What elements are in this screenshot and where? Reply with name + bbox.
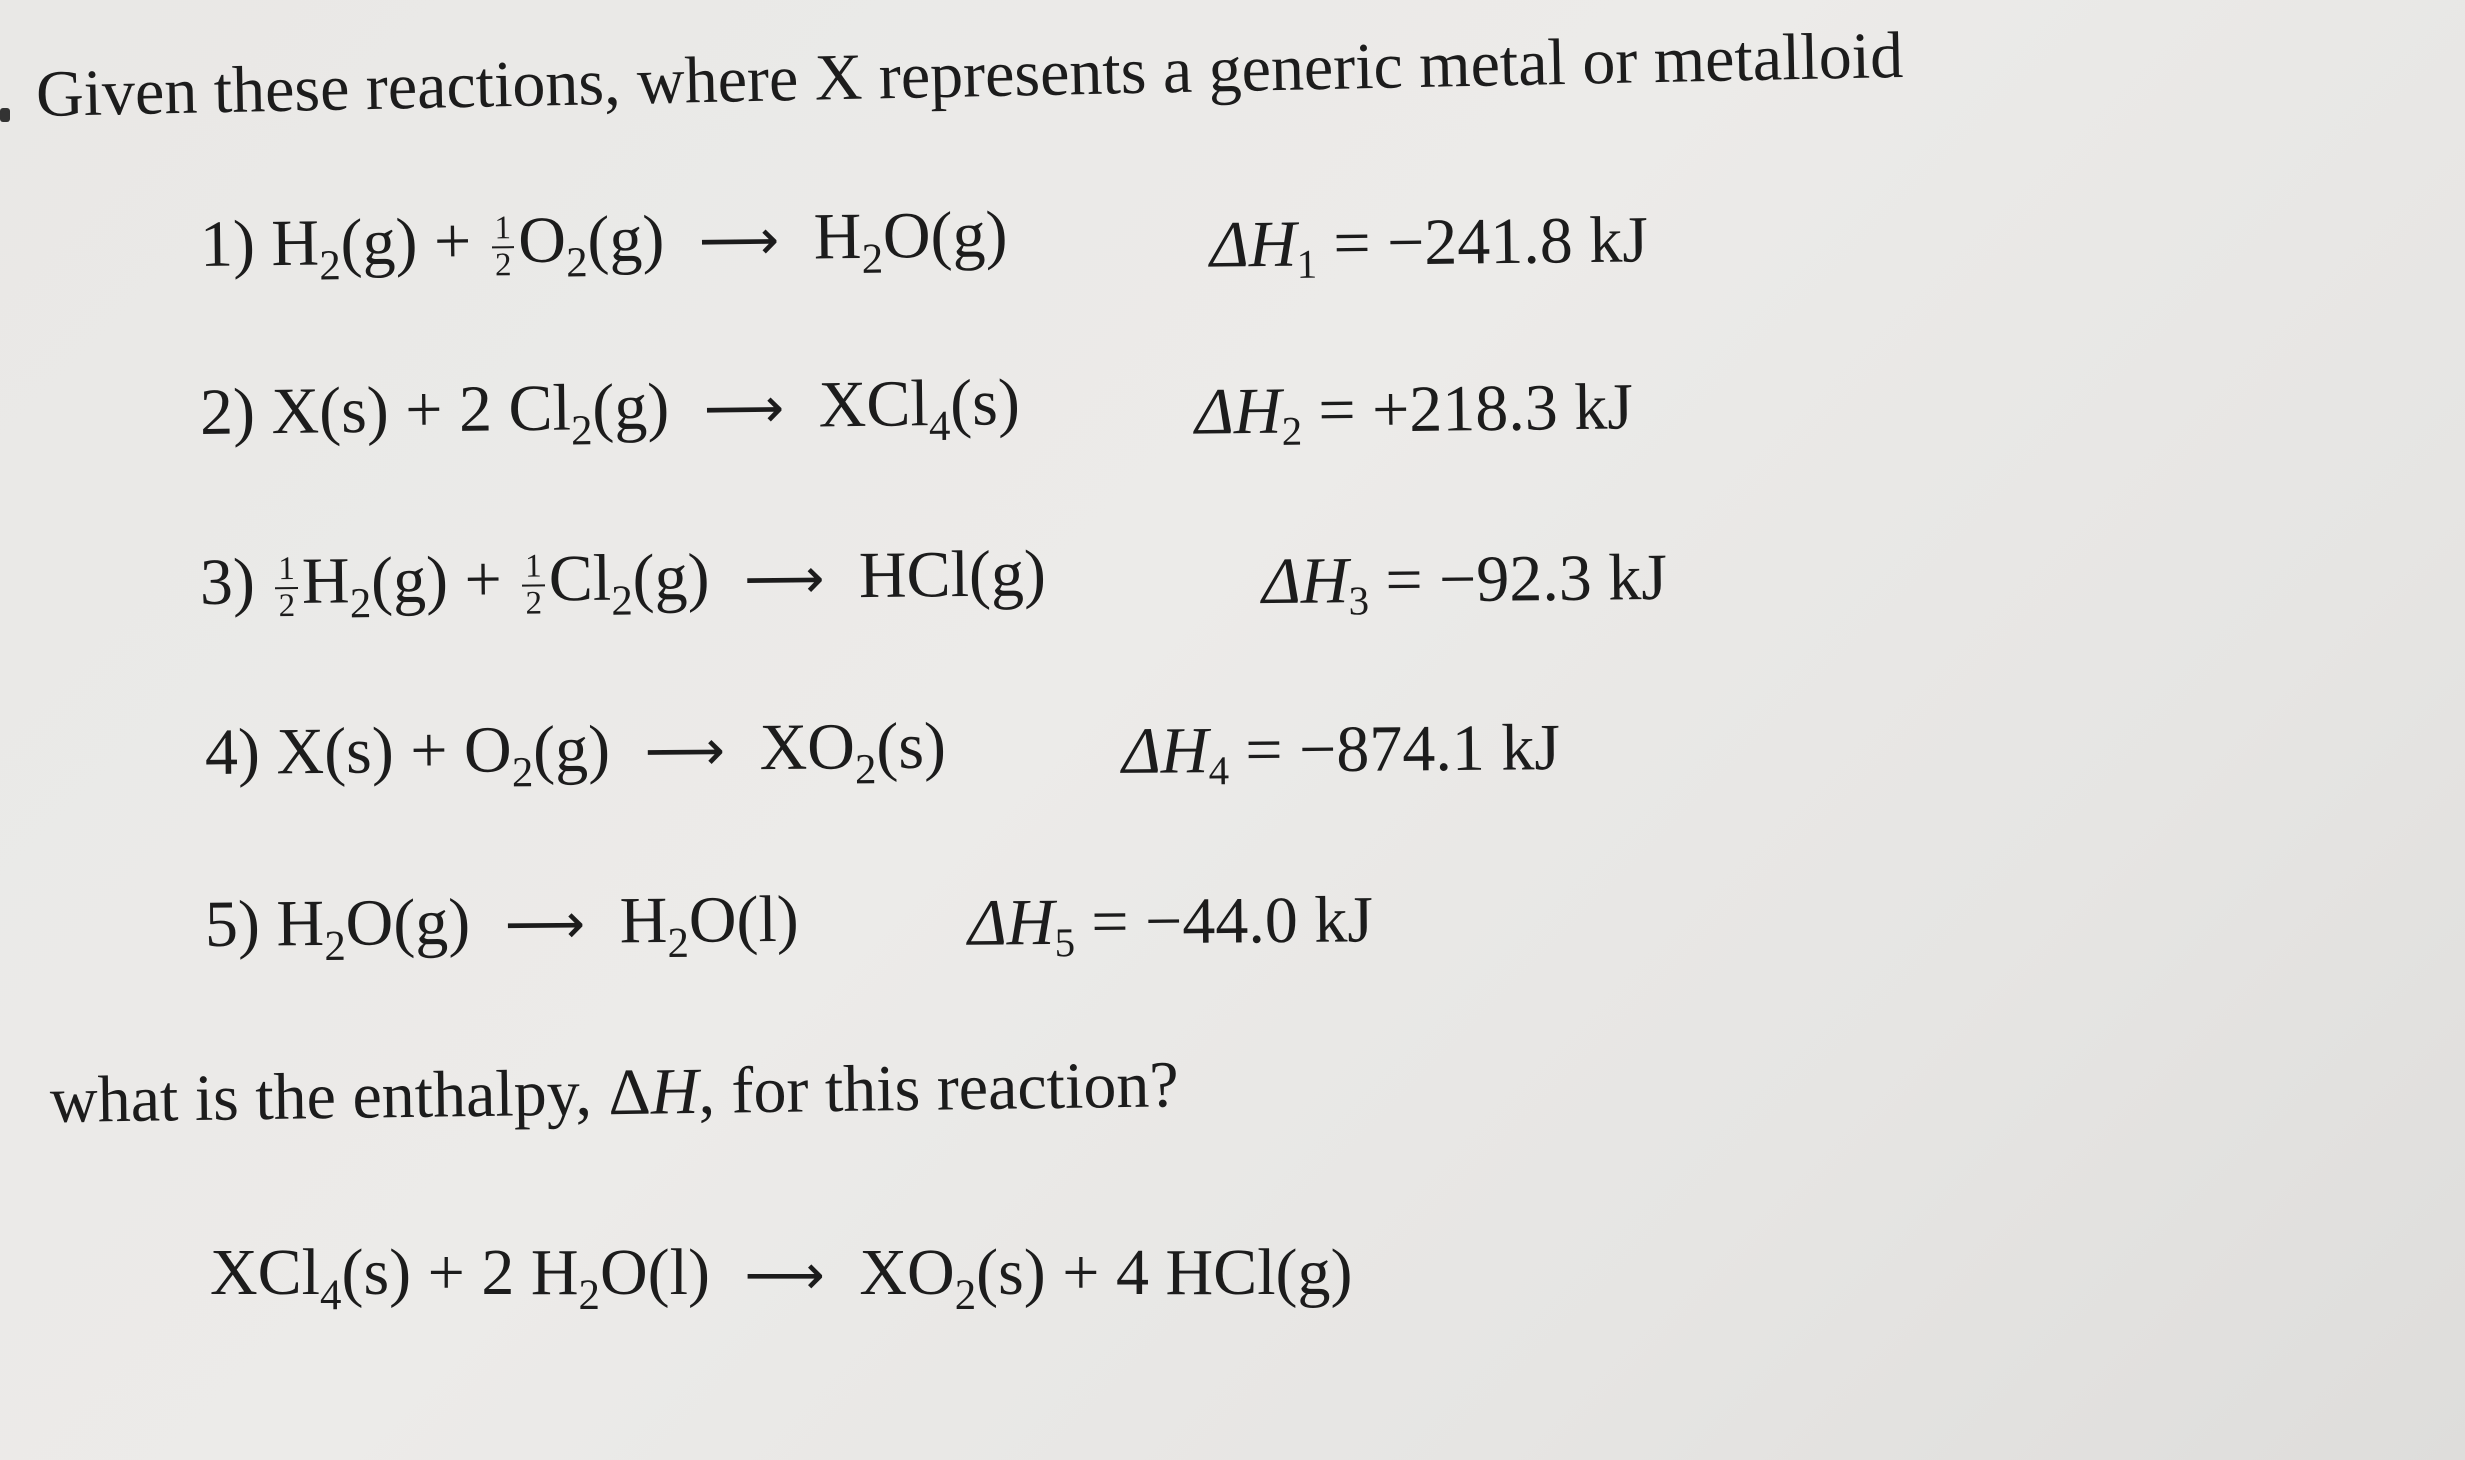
reaction-arrow-icon: ⟶ [698, 207, 780, 274]
reaction-number: 5) [204, 887, 261, 961]
question-text: what is the enthalpy, ΔH, for this reaction? [49, 1048, 1180, 1137]
reaction-arrow-icon: ⟶ [743, 546, 825, 613]
fraction: $\frac{1}{2}$ [491, 211, 514, 283]
reaction-number: 4) [204, 715, 261, 789]
reaction-number: 1) [199, 207, 256, 281]
reaction-arrow-icon: ⟶ [703, 375, 785, 442]
reaction-3: 3) $\frac{1}{2}$ $H_2(g)$ + $\frac{1}{2}$ $Cl_2(g)$ ⟶ HCl(g) [199, 537, 1047, 628]
reaction-arrow-icon: ⟶ [744, 1243, 825, 1308]
bullet-marker [0, 108, 10, 122]
fraction: $\frac{1}{2}$ [522, 550, 545, 622]
reaction-number: 3) [199, 545, 256, 619]
reaction-5: 5) $H_2O(g)$ ⟶ $H_2O(l)$ [204, 882, 800, 970]
enthalpy-5: ΔH5 = −44.0 kJ [967, 883, 1374, 966]
reaction-2: 2) X(s) + 2 $Cl_2(g)$ ⟶ XCl$_4$(s) [199, 365, 1021, 455]
enthalpy-1: ΔH1 = −241.8 kJ [1209, 203, 1649, 287]
fraction: $\frac{1}{2}$ [275, 552, 298, 624]
reaction-4: 4) $X(s) + O_2(g)$ ⟶ $XO_2(s)$ [204, 709, 947, 797]
enthalpy-4: ΔH4 = −874.1 kJ [1121, 711, 1561, 794]
reaction-arrow-icon: ⟶ [644, 718, 726, 785]
enthalpy-2: ΔH2 = +218.3 kJ [1194, 370, 1634, 454]
reaction-arrow-icon: ⟶ [504, 891, 586, 958]
target-reaction: XCl$_4$(s) + 2 $H_2O(l)$ ⟶ $XO_2(s) + 4$ HCl(g) [210, 1236, 1353, 1319]
intro-text: Given these reactions, where X represents a generic metal or metalloid [35, 18, 1904, 131]
reaction-number: 2) [199, 375, 256, 449]
reaction-1: 1) $H_2(g)$ + $\frac{1}{2}$ $O_2(g)$ ⟶ $H_2O(g)$ [199, 198, 1008, 290]
enthalpy-3: ΔH3 = −92.3 kJ [1261, 540, 1668, 624]
